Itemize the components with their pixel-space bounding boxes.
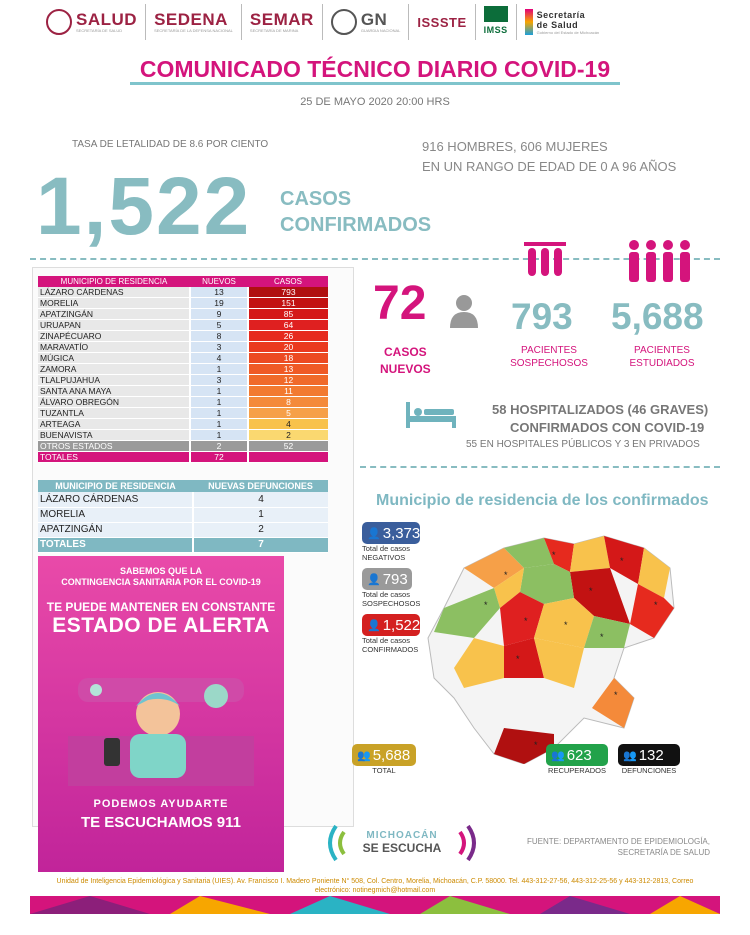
row-municipio: ÁLVARO OBREGÓN bbox=[38, 397, 190, 408]
studied-label-1: PACIENTES bbox=[634, 345, 690, 356]
row-nuevos: 19 bbox=[190, 298, 248, 309]
confirmed-label bbox=[280, 186, 431, 238]
svg-text:*: * bbox=[600, 632, 604, 642]
row-nuevos: 3 bbox=[190, 342, 248, 353]
michoacan-text bbox=[352, 830, 452, 855]
death-municipio: MORELIA bbox=[38, 507, 193, 522]
new-cases-label bbox=[380, 344, 431, 378]
logo-sedena-sub: SECRETARÍA DE LA DEFENSA NACIONAL bbox=[154, 28, 233, 33]
logo-salud-name: SALUD bbox=[76, 10, 138, 29]
row-nuevos: 1 bbox=[190, 419, 248, 430]
studied-label bbox=[612, 344, 712, 370]
row-municipio: LÁZARO CÁRDENAS bbox=[38, 287, 190, 298]
cases-table-body bbox=[38, 287, 328, 463]
logo-semar bbox=[242, 4, 323, 40]
otros-nuevos: 2 bbox=[190, 441, 248, 452]
suspects-label bbox=[504, 344, 594, 370]
negativos-value: 3,373 bbox=[382, 524, 421, 542]
row-casos: 85 bbox=[248, 309, 328, 320]
table-row bbox=[38, 331, 328, 342]
negativos-badge-group bbox=[362, 522, 420, 562]
confirmed-label-1: CASOS bbox=[280, 188, 352, 210]
row-nuevos: 1 bbox=[190, 430, 248, 441]
row-casos: 793 bbox=[248, 287, 328, 298]
source-line-2: SECRETARÍA DE SALUD bbox=[617, 848, 710, 857]
michoacan-line-1: MICHOACÁN bbox=[366, 830, 438, 841]
recuperados-label: RECUPERADOS bbox=[548, 766, 606, 775]
defunciones-badge-group bbox=[618, 744, 680, 775]
new-cases-label-2: NUEVOS bbox=[380, 362, 431, 376]
suspects-label-2: SOSPECHOSOS bbox=[510, 358, 588, 369]
lethality-rate: TASA DE LETALIDAD DE 8.6 POR CIENTO bbox=[72, 139, 269, 150]
confirmados-label-1: Total de casos bbox=[362, 636, 410, 645]
negativos-label-2: NEGATIVOS bbox=[362, 553, 406, 562]
row-casos: 11 bbox=[248, 386, 328, 397]
new-cases-number: 72 bbox=[373, 277, 427, 330]
person-icon bbox=[448, 294, 480, 328]
table-row bbox=[38, 397, 328, 408]
decorative-stripe bbox=[30, 896, 720, 914]
logo-sedena-name: SEDENA bbox=[154, 10, 228, 29]
death-totales-label: TOTALES bbox=[38, 537, 193, 552]
deaths-header-municipio: MUNICIPIO DE RESIDENCIA bbox=[38, 480, 193, 492]
death-count: 2 bbox=[193, 522, 328, 537]
studied-label-2: ESTUDIADOS bbox=[629, 358, 695, 369]
total-label: TOTAL bbox=[372, 766, 396, 775]
row-nuevos: 3 bbox=[190, 375, 248, 386]
table-row bbox=[38, 320, 328, 331]
recuperados-badge bbox=[546, 744, 608, 766]
footer-line-2: electrónico: notinegmich@hotmail.com bbox=[314, 887, 436, 894]
row-municipio: MÚGICA bbox=[38, 353, 190, 364]
sospechosos-badge bbox=[362, 568, 412, 590]
sospechosos-value: 793 bbox=[382, 570, 408, 588]
row-casos: 20 bbox=[248, 342, 328, 353]
poster-line-3: TE PUEDE MANTENER EN CONSTANTE bbox=[46, 600, 276, 614]
source-note bbox=[524, 836, 710, 858]
row-nuevos: 4 bbox=[190, 353, 248, 364]
totales-nuevos: 72 bbox=[190, 452, 248, 463]
death-count: 4 bbox=[193, 492, 328, 507]
sospechosos-label-2: SOSPECHOSOS bbox=[362, 599, 421, 608]
table-row bbox=[38, 419, 328, 430]
row-municipio: TUZANTLA bbox=[38, 408, 190, 419]
negativos-label-1: Total de casos bbox=[362, 544, 410, 553]
total-badge-group bbox=[352, 744, 416, 775]
death-municipio: APATZINGÁN bbox=[38, 522, 193, 537]
logo-sedena bbox=[146, 4, 242, 40]
logo-ssm-name: Secretaría de Salud bbox=[536, 9, 586, 30]
row-nuevos: 13 bbox=[190, 287, 248, 298]
report-date: 25 DE MAYO 2020 20:00 HRS bbox=[300, 96, 450, 108]
defunciones-badge bbox=[618, 744, 680, 766]
logo-gn-name: GN bbox=[360, 10, 388, 29]
logo-ssm-sub: Gobierno del Estado de Michoacán bbox=[536, 29, 600, 35]
table-row bbox=[38, 364, 328, 375]
map-title: Municipio de residencia de los confirmados bbox=[376, 492, 709, 509]
title-underline bbox=[130, 82, 620, 85]
hospitalized-line-1: 58 HOSPITALIZADOS (46 GRAVES) bbox=[492, 402, 709, 417]
table-header-nuevos: NUEVOS bbox=[190, 276, 248, 287]
gender-line-2: EN UN RANGO DE EDAD DE 0 A 96 AÑOS bbox=[422, 159, 677, 174]
logo-salud bbox=[38, 4, 146, 40]
table-row bbox=[38, 309, 328, 320]
michoacan-line-2: SE ESCUCHA bbox=[362, 841, 442, 855]
death-totales-value: 7 bbox=[193, 537, 328, 552]
row-casos: 8 bbox=[248, 397, 328, 408]
page-title: COMUNICADO TÉCNICO DIARIO COVID-19 bbox=[139, 56, 611, 82]
footer-line-1: Unidad de Inteligencia Epidemiológica y Sanitaria (UIES). Av. Francisco I. Madero Poniente N° 508, Col. Centro, Morelia, Michoacán, C.P. 58000. Tel. 443-312-27-56, 443-312-25-56 y 443-312-2813, Correo bbox=[56, 878, 694, 885]
logo-semar-sub: SECRETARÍA DE MARINA bbox=[249, 28, 299, 33]
row-casos: 4 bbox=[248, 419, 328, 430]
table-row bbox=[38, 492, 328, 507]
defunciones-value: 132 bbox=[638, 746, 664, 764]
salud-seal-icon bbox=[46, 9, 72, 35]
deaths-header-defunciones: NUEVAS DEFUNCIONES bbox=[193, 480, 328, 492]
footer-address bbox=[0, 877, 750, 895]
negativos-badge bbox=[362, 522, 420, 544]
table-row bbox=[38, 342, 328, 353]
table-row bbox=[38, 522, 328, 537]
logo-issste bbox=[409, 4, 475, 40]
worried-person-illustration bbox=[68, 666, 254, 786]
table-row bbox=[38, 298, 328, 309]
row-nuevos: 1 bbox=[190, 364, 248, 375]
logo-imss-name: IMSS bbox=[483, 24, 508, 35]
confirmados-badge bbox=[362, 614, 420, 636]
poster-line-5: PODEMOS AYUDARTE bbox=[93, 798, 229, 810]
row-municipio: TLALPUJAHUA bbox=[38, 375, 190, 386]
table-row bbox=[38, 375, 328, 386]
recuperados-value: 623 bbox=[566, 746, 592, 764]
confirmed-number: 1,522 bbox=[36, 161, 252, 252]
table-header-municipio: MUNICIPIO DE RESIDENCIA bbox=[38, 276, 190, 287]
row-nuevos: 8 bbox=[190, 331, 248, 342]
gn-seal-icon bbox=[331, 9, 357, 35]
row-nuevos: 1 bbox=[190, 386, 248, 397]
table-row bbox=[38, 408, 328, 419]
otros-label: OTROS ESTADOS bbox=[38, 441, 190, 452]
table-row-otros bbox=[38, 441, 328, 452]
logo-gn bbox=[323, 4, 410, 40]
row-municipio: BUENAVISTA bbox=[38, 430, 190, 441]
person-icon: 👤 bbox=[367, 619, 381, 632]
row-casos: 12 bbox=[248, 375, 328, 386]
table-row bbox=[38, 386, 328, 397]
svg-text:*: * bbox=[654, 600, 658, 610]
section-divider-2 bbox=[360, 466, 720, 468]
svg-text:*: * bbox=[524, 616, 528, 626]
header-logos bbox=[38, 4, 710, 40]
death-count: 1 bbox=[193, 507, 328, 522]
people-group-icon bbox=[624, 238, 694, 286]
row-municipio: ARTEAGA bbox=[38, 419, 190, 430]
svg-text:*: * bbox=[589, 586, 593, 596]
table-header-casos: CASOS bbox=[248, 276, 328, 287]
table-row bbox=[38, 353, 328, 364]
svg-text:*: * bbox=[552, 550, 556, 560]
logo-imss bbox=[476, 4, 517, 40]
svg-text:*: * bbox=[564, 620, 568, 630]
row-municipio: MORELIA bbox=[38, 298, 190, 309]
sospechosos-badge-group bbox=[362, 568, 420, 608]
total-badge bbox=[352, 744, 416, 766]
logo-ssm bbox=[517, 4, 607, 40]
people-icon: 👥 bbox=[551, 749, 565, 762]
hospitalized-line-3: 55 EN HOSPITALES PÚBLICOS Y 3 EN PRIVADOS bbox=[466, 439, 700, 450]
mental-health-poster bbox=[38, 556, 284, 872]
table-row bbox=[38, 507, 328, 522]
row-municipio: MARAVATÍO bbox=[38, 342, 190, 353]
row-nuevos: 5 bbox=[190, 320, 248, 331]
table-row bbox=[38, 287, 328, 298]
svg-text:*: * bbox=[504, 570, 508, 580]
suspects-number: 793 bbox=[511, 296, 573, 337]
poster-line-1: SABEMOS QUE LA bbox=[119, 566, 202, 576]
row-casos: 26 bbox=[248, 331, 328, 342]
poster-line-2: CONTINGENCIA SANITARIA POR EL COVID-19 bbox=[61, 577, 261, 587]
row-casos: 13 bbox=[248, 364, 328, 375]
logo-salud-sub: SECRETARÍA DE SALUD bbox=[76, 28, 123, 33]
row-casos: 151 bbox=[248, 298, 328, 309]
row-nuevos: 9 bbox=[190, 309, 248, 320]
people-icon: 👥 bbox=[357, 749, 371, 762]
recuperados-badge-group bbox=[546, 744, 608, 775]
row-casos: 5 bbox=[248, 408, 328, 419]
row-municipio: APATZINGÁN bbox=[38, 309, 190, 320]
hospital-bed-icon bbox=[404, 400, 458, 430]
death-municipio: LÁZARO CÁRDENAS bbox=[38, 492, 193, 507]
row-nuevos: 1 bbox=[190, 397, 248, 408]
row-casos: 2 bbox=[248, 430, 328, 441]
totales-casos bbox=[248, 452, 328, 463]
logo-gn-sub: GUARDIA NACIONAL bbox=[360, 28, 401, 33]
new-cases-label-1: CASOS bbox=[384, 345, 427, 359]
defunciones-label: DEFUNCIONES bbox=[621, 766, 677, 775]
otros-casos: 52 bbox=[248, 441, 328, 452]
confirmed-label-2: CONFIRMADOS bbox=[280, 214, 432, 236]
confirmados-badge-group bbox=[362, 614, 420, 654]
person-icon: 👤 bbox=[367, 527, 381, 540]
table-row bbox=[38, 430, 328, 441]
source-line-1: FUENTE: DEPARTAMENTO DE EPIDEMIOLOGÍA, bbox=[527, 837, 710, 846]
row-municipio: ZAMORA bbox=[38, 364, 190, 375]
cases-table bbox=[38, 276, 328, 463]
confirmados-value: 1,522 bbox=[382, 616, 421, 634]
poster-intro bbox=[38, 566, 284, 588]
suspects-label-1: PACIENTES bbox=[521, 345, 577, 356]
svg-text:*: * bbox=[534, 740, 538, 750]
svg-text:*: * bbox=[614, 690, 618, 700]
row-nuevos: 1 bbox=[190, 408, 248, 419]
michoacan-map bbox=[424, 528, 682, 764]
test-tubes-icon bbox=[522, 238, 568, 282]
row-casos: 18 bbox=[248, 353, 328, 364]
svg-text:*: * bbox=[516, 654, 520, 664]
table-row-totales bbox=[38, 537, 328, 552]
imss-icon bbox=[484, 6, 508, 22]
gender-summary bbox=[422, 137, 676, 177]
row-municipio: URUAPAN bbox=[38, 320, 190, 331]
row-municipio: SANTA ANA MAYA bbox=[38, 386, 190, 397]
table-row-totales bbox=[38, 452, 328, 463]
row-casos: 64 bbox=[248, 320, 328, 331]
confirmados-label-2: CONFIRMADOS bbox=[362, 645, 419, 654]
deaths-table bbox=[38, 480, 328, 553]
poster-headline: ESTADO DE ALERTA bbox=[52, 614, 270, 637]
people-icon: 👥 bbox=[623, 749, 637, 762]
section-divider bbox=[30, 258, 720, 260]
ssm-k-icon bbox=[525, 9, 533, 35]
person-icon: 👤 bbox=[367, 573, 381, 586]
sospechosos-label-1: Total de casos bbox=[362, 590, 410, 599]
hospitalized-line-2: CONFIRMADOS CON COVID-19 bbox=[510, 420, 705, 435]
studied-number: 5,688 bbox=[611, 296, 704, 337]
logo-semar-name: SEMAR bbox=[249, 10, 314, 29]
gender-line-1: 916 HOMBRES, 606 MUJERES bbox=[422, 139, 608, 154]
poster-line-6: TE ESCUCHAMOS 911 bbox=[80, 814, 242, 831]
logo-issste-name: ISSSTE bbox=[417, 14, 467, 30]
total-value: 5,688 bbox=[372, 746, 411, 764]
svg-text:*: * bbox=[484, 600, 488, 610]
svg-text:*: * bbox=[620, 556, 624, 566]
row-municipio: ZINAPÉCUARO bbox=[38, 331, 190, 342]
totales-label: TOTALES bbox=[38, 452, 190, 463]
